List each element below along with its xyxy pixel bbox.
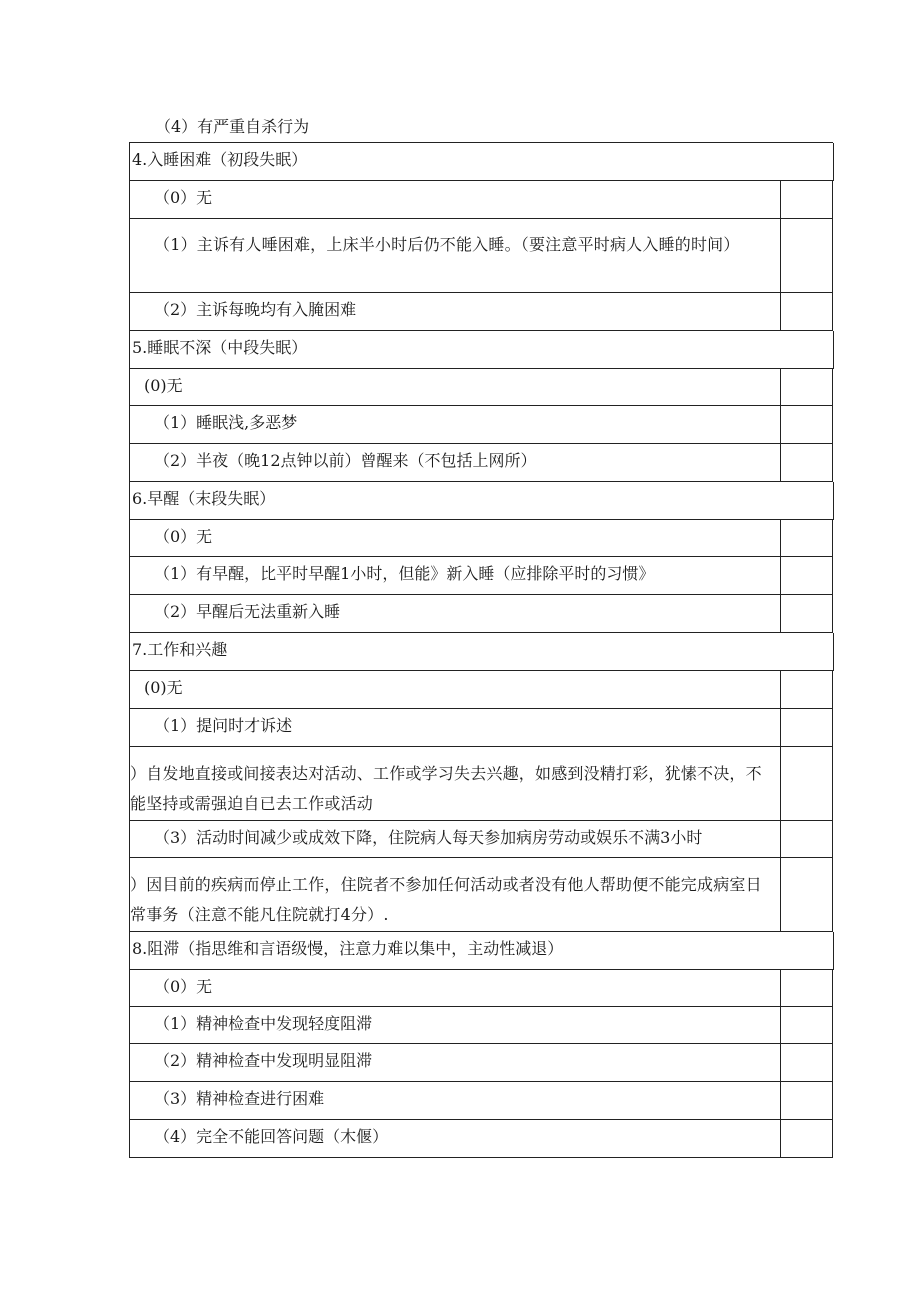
option-row (130, 595, 833, 633)
score-cell[interactable] (781, 1007, 833, 1043)
option-row (130, 181, 833, 219)
score-cell[interactable] (781, 557, 833, 594)
score-cell[interactable] (781, 858, 833, 931)
section-header-text: 4.入睡困难（初段失眠） (132, 150, 308, 169)
score-cell[interactable] (781, 181, 833, 218)
option-text: （1）精神检查中发现轻度阻滞 (154, 1014, 373, 1033)
option-text: （1）有早醒，比平时早醒1小时，但能》新入睡（应排除平时的习惯》 (154, 564, 655, 583)
option-row (130, 406, 833, 444)
preceding-option-line: （4）有严重自杀行为 (155, 117, 310, 136)
option-text: （4）完全不能回答问题（木偃） (154, 1127, 389, 1146)
option-row (130, 709, 833, 747)
score-cell[interactable] (781, 1082, 833, 1119)
option-text: （2）精神检查中发现明显阻滞 (154, 1051, 373, 1070)
option-row (130, 520, 833, 557)
score-cell[interactable] (781, 406, 833, 443)
score-cell[interactable] (781, 1044, 833, 1081)
option-row (130, 821, 833, 858)
score-cell[interactable] (781, 709, 833, 746)
option-text: （2）半夜（晚12点钟以前）曾醒来（不包括上网所） (154, 451, 537, 470)
option-text: （2）早醒后无法重新入睡 (154, 602, 341, 621)
option-text: （3）活动时间减少或成效下降，住院病人每天参加病房劳动或娱乐不满3小时 (154, 828, 703, 847)
option-row (130, 557, 833, 595)
score-cell[interactable] (781, 821, 833, 857)
section-header-row (130, 482, 834, 520)
option-text: （3）精神检查进行困难 (154, 1089, 325, 1108)
option-row (130, 1007, 833, 1044)
option-row (130, 747, 833, 821)
score-cell[interactable] (781, 1120, 833, 1157)
option-text: （0）无 (154, 977, 213, 996)
option-text: （1）主诉有人唾困难，上床半小时后仍不能入睡。（要注意平时病人入睡的时间） (154, 235, 740, 254)
option-text: ）自发地直接或间接表达对活动、工作或学习失去兴趣，如感到没精打彩，犹愫不决，不能坚持或需强迫自已去工作或活动 (130, 764, 762, 813)
option-row (130, 858, 833, 932)
option-text: ）因目前的疾病而停止工作，住院者不参加任何活动或者没有他人帮助便不能完成病室日常事务（注意不能凡住院就打4分）. (130, 875, 762, 924)
score-cell[interactable] (781, 293, 833, 330)
score-cell[interactable] (781, 970, 833, 1006)
score-cell[interactable] (781, 671, 833, 708)
score-cell[interactable] (781, 369, 833, 405)
option-text: （1）睡眠浅,多恶梦 (154, 413, 298, 432)
option-text: （2）主诉每晚均有入腌困难 (154, 300, 357, 319)
section-header-text: 8.阻滞（指思维和言语级慢，注意力难以集中，主动性减退） (132, 939, 564, 958)
option-row (130, 444, 833, 482)
section-header-row (130, 331, 834, 369)
score-cell[interactable] (781, 444, 833, 481)
option-row (130, 671, 833, 709)
option-row (130, 219, 833, 293)
section-header-row (130, 143, 834, 181)
section-header-text: 5.睡眠不深（中段失眠） (132, 338, 308, 357)
score-cell[interactable] (781, 747, 833, 820)
option-text: （1）提问时才诉述 (154, 716, 293, 735)
option-text: (0)无 (144, 678, 183, 697)
section-header-text: 7.工作和兴趣 (132, 640, 228, 659)
section-header-row (130, 633, 834, 671)
option-text: （0）无 (154, 527, 213, 546)
section-header-row (130, 932, 834, 970)
score-cell[interactable] (781, 219, 833, 292)
section-header-text: 6.早醒（末段失眠） (132, 489, 276, 508)
option-text: （0）无 (154, 188, 213, 207)
option-row (130, 293, 833, 331)
option-row (130, 369, 833, 406)
option-row (130, 970, 833, 1007)
score-cell[interactable] (781, 520, 833, 556)
option-row (130, 1082, 833, 1120)
option-row (130, 1044, 833, 1082)
score-cell[interactable] (781, 595, 833, 632)
option-row (130, 1120, 833, 1158)
option-text: (0)无 (144, 376, 183, 395)
rating-table (129, 142, 833, 1158)
